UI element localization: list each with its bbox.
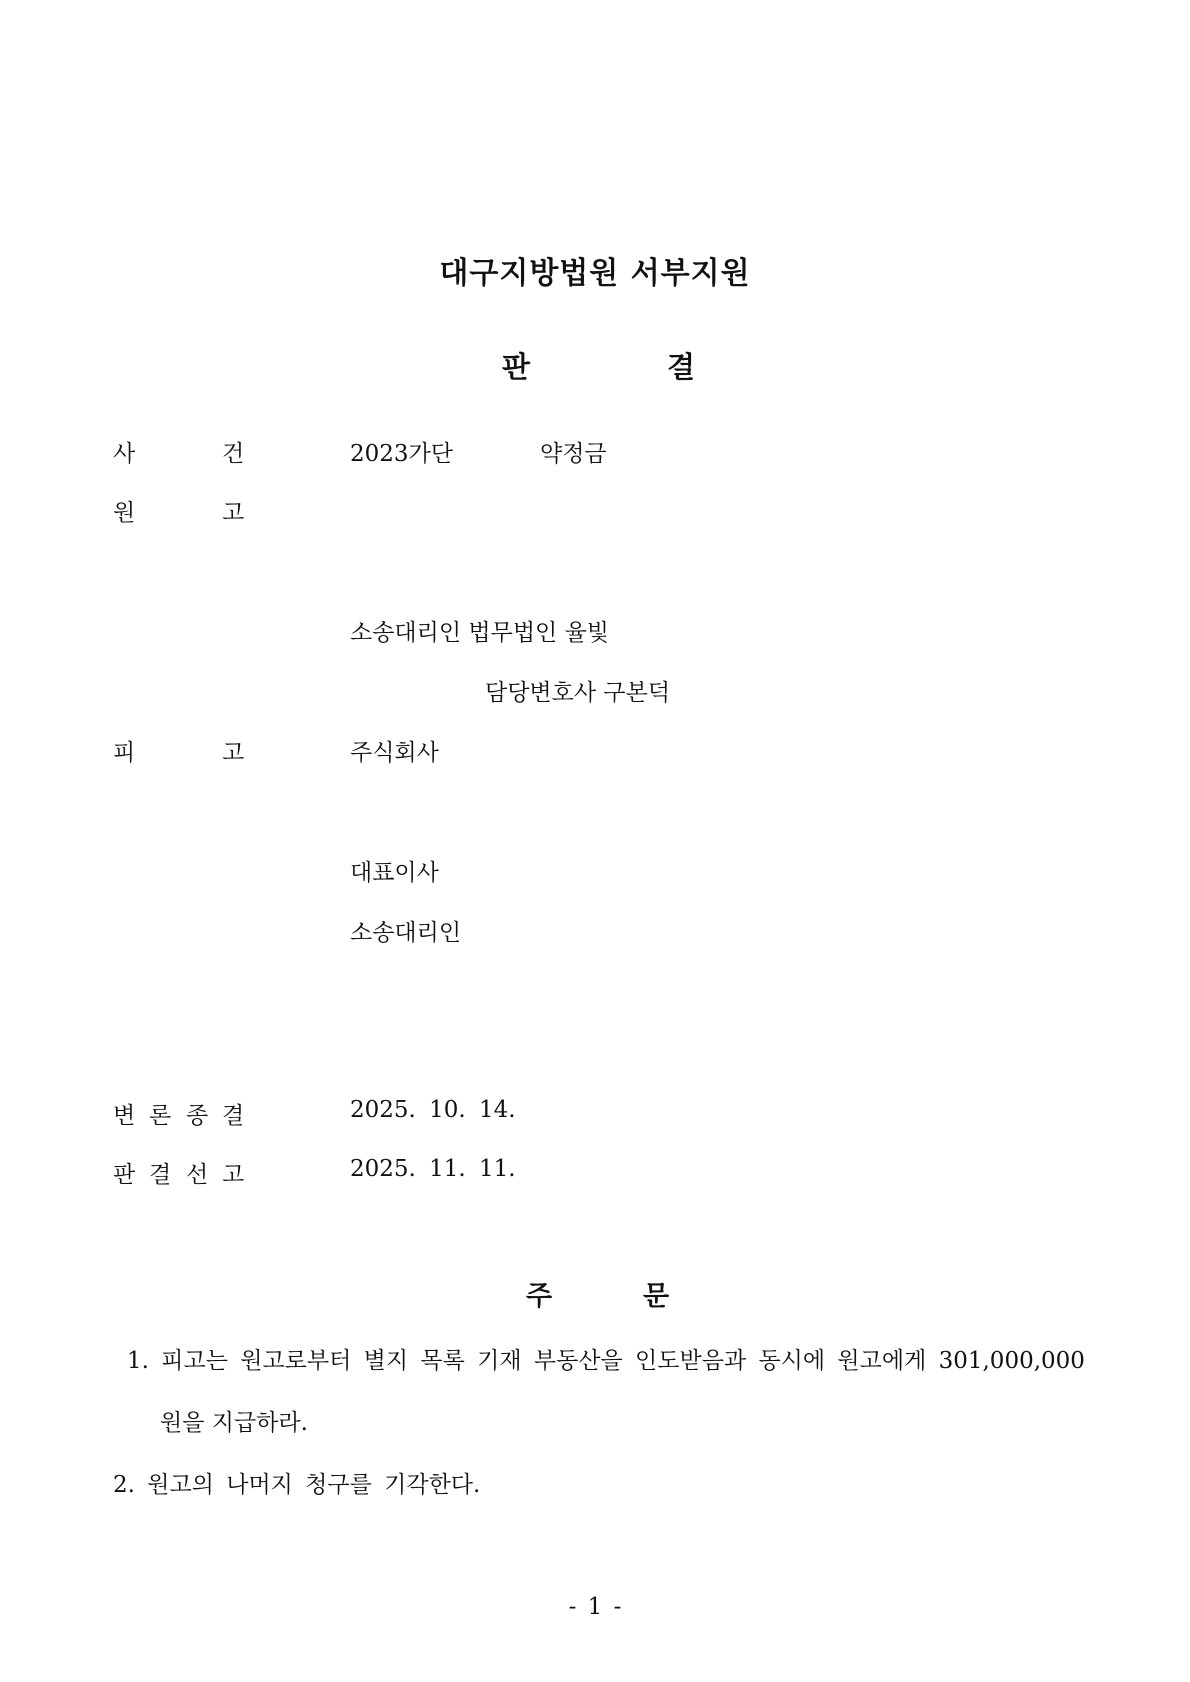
decision-label-char-3: 선 [186,1162,209,1188]
decision-label-char-2: 결 [149,1162,172,1188]
plaintiff-label-char-1: 원 [113,500,136,526]
doc-title-char-1: 판 [502,350,531,384]
order-item-1-line-2: 원을 지급하라. [160,1410,308,1436]
case-type: 약정금 [540,441,607,467]
case-label-char-2: 건 [222,441,245,467]
case-number: 2023가단 [350,441,453,467]
order-item-1-line-1: 1. 피고는 원고로부터 별지 목록 기재 부동산을 인도받음과 동시에 원고에게 301,000,000 [127,1348,1085,1374]
decision-label-char-1: 판 [113,1162,136,1188]
defendant-counsel: 소송대리인 [350,920,462,946]
order-title-char-1: 주 [526,1281,553,1312]
plaintiff-label-char-2: 고 [222,500,245,526]
hearing-label-char-2: 론 [149,1103,172,1129]
page-number: - 1 - [568,1594,622,1620]
defendant-name: 주식회사 [350,740,439,766]
plaintiff-counsel: 소송대리인 법무법인 율빛 [350,620,610,646]
doc-title-char-2: 결 [667,350,696,384]
hearing-date: 2025. 10. 14. [350,1097,516,1123]
hearing-label-char-3: 종 [186,1103,209,1129]
decision-date: 2025. 11. 11. [350,1156,516,1182]
hearing-label-char-1: 변 [113,1103,136,1129]
court-name: 대구지방법원 서부지원 [439,256,751,291]
order-item-2: 2. 원고의 나머지 청구를 기각한다. [113,1472,481,1498]
defendant-representative: 대표이사 [350,860,439,886]
defendant-label-char-1: 피 [113,740,136,766]
hearing-label-char-4: 결 [222,1103,245,1129]
plaintiff-attorney: 담당변호사 구본덕 [485,680,671,706]
case-label-char-1: 사 [113,441,136,467]
decision-label-char-4: 고 [222,1162,245,1188]
defendant-label-char-2: 고 [222,740,245,766]
order-title-char-2: 문 [643,1281,670,1312]
